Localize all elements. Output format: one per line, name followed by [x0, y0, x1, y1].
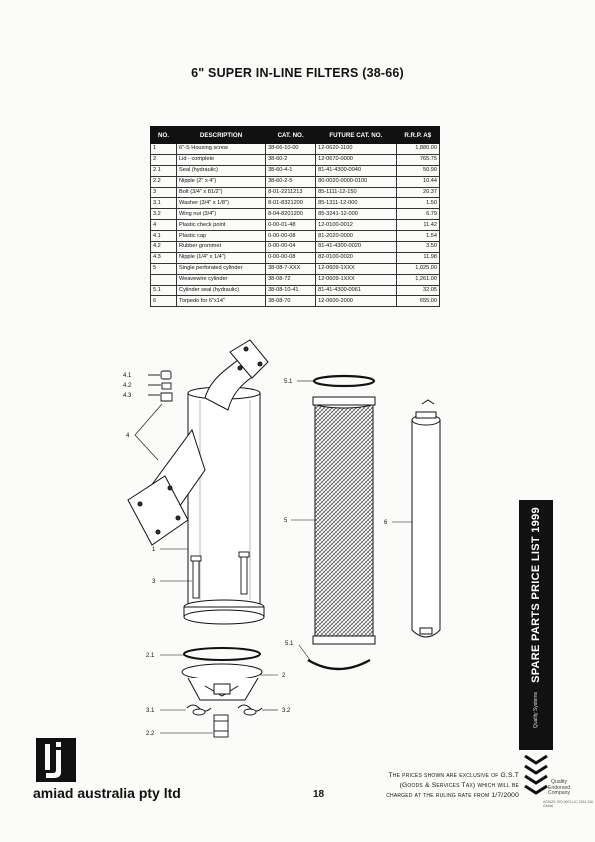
- company-name: amiad australia pty ltd: [33, 785, 181, 801]
- cell-description: Rubber grommet: [177, 242, 266, 253]
- cell-rrp: 655.00: [396, 296, 439, 307]
- cell-no: 5.1: [151, 285, 177, 296]
- cell-no: 2.1: [151, 165, 177, 176]
- label-5-1-bottom: 5.1: [285, 641, 294, 647]
- cylinder-seal-bottom: [308, 660, 370, 669]
- cell-cat-no: 38-60-2: [266, 154, 316, 165]
- cell-rrp: 765.75: [396, 154, 439, 165]
- label-2: 2: [282, 673, 286, 679]
- cell-rrp: 10.44: [396, 176, 439, 187]
- cell-future-cat-no: 12-0620-1100: [316, 144, 396, 155]
- cell-no: 2: [151, 154, 177, 165]
- cell-description: Seal (hydraulic): [177, 165, 266, 176]
- cell-future-cat-no: 80-0020-0000-0100: [316, 176, 396, 187]
- cell-rrp: 1,880.00: [396, 144, 439, 155]
- cell-cat-no: 8-01-8321200: [266, 198, 316, 209]
- label-6: 6: [384, 520, 388, 526]
- side-banner-small: Quality Systems: [533, 691, 539, 729]
- gst-notice-line-2: (Goods & Services Tax) which will be: [399, 782, 519, 789]
- header-rrp: R.R.P. A$: [396, 127, 439, 144]
- cell-future-cat-no: 81-2020-0000: [316, 231, 396, 242]
- cell-cat-no: 38-66-10-00: [266, 144, 316, 155]
- label-3-1: 3.1: [146, 708, 155, 714]
- cell-future-cat-no: 82-0100-0020: [316, 252, 396, 263]
- quality-badge: Quality Endorsed Company: [547, 779, 571, 797]
- cell-description: Single perforated cylinder: [177, 263, 266, 274]
- cell-cat-no: 0-00-00-08: [266, 231, 316, 242]
- check-point-assembly: [148, 371, 172, 401]
- cell-description: Weavewire cylinder: [177, 274, 266, 285]
- cell-description: Wing nut (3/4"): [177, 209, 266, 220]
- cell-no: 4: [151, 220, 177, 231]
- screen-cylinder: [313, 397, 375, 644]
- cell-rrp: 1,261.00: [396, 274, 439, 285]
- cell-no: 4.2: [151, 242, 177, 253]
- side-banner-text: SPARE PARTS PRICE LIST 1999: [530, 507, 542, 683]
- cell-future-cat-no: 12-0670-0000: [316, 154, 396, 165]
- cell-cat-no: 0-00-00-04: [266, 242, 316, 253]
- cell-no: 2.2: [151, 176, 177, 187]
- cell-rrp: 20.37: [396, 187, 439, 198]
- cell-rrp: 32.05: [396, 285, 439, 296]
- wing-nuts: [187, 705, 262, 715]
- cell-rrp: 1.50: [396, 198, 439, 209]
- header-cat-no: CAT. NO.: [266, 127, 316, 144]
- company-logo-icon: [36, 738, 76, 782]
- cell-cat-no: 0-00-01-48: [266, 220, 316, 231]
- cell-future-cat-no: 85-1311-12-000: [316, 198, 396, 209]
- cell-rrp: 6.79: [396, 209, 439, 220]
- cell-rrp: 50.90: [396, 165, 439, 176]
- cell-future-cat-no: 12-0100-0012: [316, 220, 396, 231]
- cell-rrp: 11.42: [396, 220, 439, 231]
- lid-assembly: [182, 664, 262, 700]
- cell-cat-no: 38-60-2-5: [266, 176, 316, 187]
- label-4: 4: [126, 433, 130, 439]
- cell-rrp: 1.54: [396, 231, 439, 242]
- header-future-cat-no: FUTURE CAT. NO.: [316, 127, 396, 144]
- label-1: 1: [152, 547, 156, 553]
- cell-future-cat-no: 81-41-4300-0061: [316, 285, 396, 296]
- cell-future-cat-no: 12-0609-1XXX: [316, 274, 396, 285]
- cell-description: Washer (3/4" x 1/8"): [177, 198, 266, 209]
- cell-future-cat-no: 81-41-4300-0020: [316, 242, 396, 253]
- cell-future-cat-no: 12-0600-2000: [316, 296, 396, 307]
- cell-cat-no: 38-08-72: [266, 274, 316, 285]
- cell-rrp: 1,025.00: [396, 263, 439, 274]
- cell-future-cat-no: 85-1111-12-150: [316, 187, 396, 198]
- certification-text: AS/NZS ISO 9001 LIC 2041 SAI Global: [543, 800, 594, 808]
- cell-description: Lid - complete: [177, 154, 266, 165]
- page-number: 18: [313, 789, 325, 800]
- lid-seal: [184, 648, 260, 660]
- cell-future-cat-no: 85-3241-12-000: [316, 209, 396, 220]
- label-2-2: 2.2: [146, 731, 155, 737]
- cell-description: Torpedo for 6"x14": [177, 296, 266, 307]
- label-5-1-top: 5.1: [284, 379, 293, 385]
- header-no: NO.: [151, 127, 177, 144]
- cell-description: Nipple (1/4" x 1/4"): [177, 252, 266, 263]
- cell-cat-no: 38-08-7-XXX: [266, 263, 316, 274]
- gst-notice: [343, 771, 519, 801]
- cell-cat-no: 38-08-10-41: [266, 285, 316, 296]
- label-3-2: 3.2: [282, 708, 291, 714]
- cell-no: 3.1: [151, 198, 177, 209]
- side-banner: [519, 500, 553, 750]
- cell-no: 6: [151, 296, 177, 307]
- cell-rrp: 11.98: [396, 252, 439, 263]
- torpedo: [412, 400, 440, 637]
- header-description: DESCRIPTION: [177, 127, 266, 144]
- cell-no: 3: [151, 187, 177, 198]
- cell-description: Plastic cap: [177, 231, 266, 242]
- cell-description: Cylinder seal (hydraulic): [177, 285, 266, 296]
- cell-future-cat-no: 12-0609-1XXX: [316, 263, 396, 274]
- cell-description: Plastic check point: [177, 220, 266, 231]
- cell-description: 6"-S Housing screw: [177, 144, 266, 155]
- cell-no: 4.3: [151, 252, 177, 263]
- label-2-1: 2.1: [146, 653, 155, 659]
- cell-cat-no: 8-01-2211213: [266, 187, 316, 198]
- cell-cat-no: 8-04-8201200: [266, 209, 316, 220]
- cell-future-cat-no: 81-41-4300-0040: [316, 165, 396, 176]
- page-title: 6" SUPER IN-LINE FILTERS (38-66): [191, 66, 404, 80]
- label-5: 5: [284, 518, 288, 524]
- gst-notice-line-3: charged at the ruling rate from 1/7/2000: [386, 792, 519, 799]
- cell-no: 1: [151, 144, 177, 155]
- nipple: [214, 715, 228, 737]
- cell-description: Nipple (2" x 4"): [177, 176, 266, 187]
- cell-rrp: 3.50: [396, 242, 439, 253]
- cell-no: 4.1: [151, 231, 177, 242]
- cell-cat-no: 38-60-4-1: [266, 165, 316, 176]
- cylinder-seal-top: [314, 376, 374, 386]
- cell-cat-no: 38-08-70: [266, 296, 316, 307]
- label-4-2: 4.2: [123, 383, 132, 389]
- cell-no: 3.2: [151, 209, 177, 220]
- cell-no: 5: [151, 263, 177, 274]
- label-4-3: 4.3: [123, 393, 132, 399]
- label-4-1: 4.1: [123, 373, 132, 379]
- label-3: 3: [152, 579, 156, 585]
- gst-notice-line-1: The prices shown are exclusive of G.S.T: [388, 772, 519, 779]
- cell-cat-no: 0-00-00-08: [266, 252, 316, 263]
- cell-description: Bolt (3/4" x 81/2"): [177, 187, 266, 198]
